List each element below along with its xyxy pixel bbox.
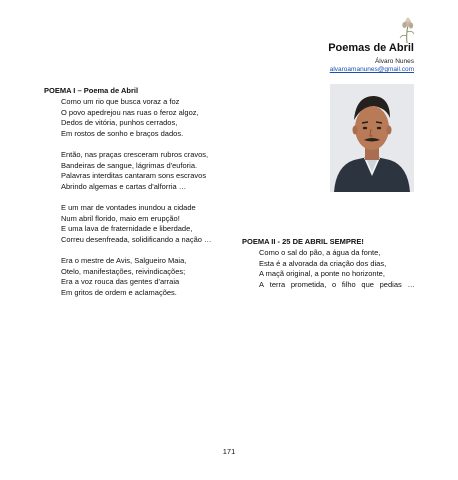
verse-line: Era o mestre de Avis, Salgueiro Maia, [61, 255, 187, 265]
poem-1-title: POEMA I – Poema de Abril [44, 86, 139, 95]
poem-1-stanza [61, 256, 212, 298]
verse-word: … [407, 279, 415, 289]
poem-1-stanza [61, 203, 212, 245]
poem-1-stanza [61, 150, 212, 192]
author-name: Álvaro Nunes [374, 58, 414, 65]
verse-word: pedias [379, 279, 402, 289]
verse-line: Como o sal do pão, a água da fonte, [259, 248, 381, 257]
verse-line: Otelo, manifestações, reivindicações; [61, 266, 186, 276]
verse-line: Então, nas praças cresceram rubros cravos, [61, 149, 209, 159]
verse-word: A [259, 279, 265, 289]
verse-word: prometida, [290, 279, 327, 289]
verse-line: Correu desenfreada, solidificando a nação … [61, 234, 212, 244]
author-photo [330, 84, 414, 192]
verse-line: Dedos de vitória, punhos cerrados, [61, 118, 178, 128]
page-number: 171 [222, 447, 236, 456]
verse-line: Como um rio que busca voraz a foz [61, 97, 180, 106]
verse-line: O povo apedrejou nas ruas o feroz algoz, [61, 107, 199, 117]
verse-line: Esta é a alvorada da criação dos dias, [259, 258, 387, 268]
verse-line: E uma lava de fraternidade e liberdade, [61, 224, 193, 234]
page-title: Poemas de Abril [328, 42, 414, 54]
poem-2-body [259, 248, 415, 290]
verse-line: Abrindo algemas e cartas d'alforria … [61, 181, 187, 191]
verse-word: filho [341, 279, 356, 289]
author-email-link[interactable]: alvaroamanunes@gmail.com [329, 66, 414, 73]
verse-line: Em gritos de ordem e aclamações. [61, 287, 177, 297]
verse-line: Em rostos de sonho e braços dados. [61, 128, 184, 138]
poem-1-stanza [61, 97, 212, 139]
verse-line: A maçã original, a ponte no horizonte, [259, 269, 385, 279]
verse-line: E um mar de vontades inundou a cidade [61, 202, 196, 212]
verse-line-justified [259, 280, 415, 291]
verse-line: Num abril florido, maio em erupção! [61, 213, 180, 223]
verse-line: Palavras interditas cantaram sons escravos [61, 171, 207, 181]
verse-word: que [361, 279, 374, 289]
verse-line: Bandeiras de sangue, lágrimas d'euforia. [61, 160, 198, 170]
poem-1-body [61, 97, 212, 309]
verse-line: Era a voz rouca das gentes d'arraia [61, 277, 180, 287]
verse-word: o [332, 279, 337, 289]
flower-ornament-icon [396, 16, 418, 44]
poem-2-title: POEMA II - 25 DE ABRIL SEMPRE! [242, 237, 364, 246]
verse-word: terra [269, 279, 286, 289]
